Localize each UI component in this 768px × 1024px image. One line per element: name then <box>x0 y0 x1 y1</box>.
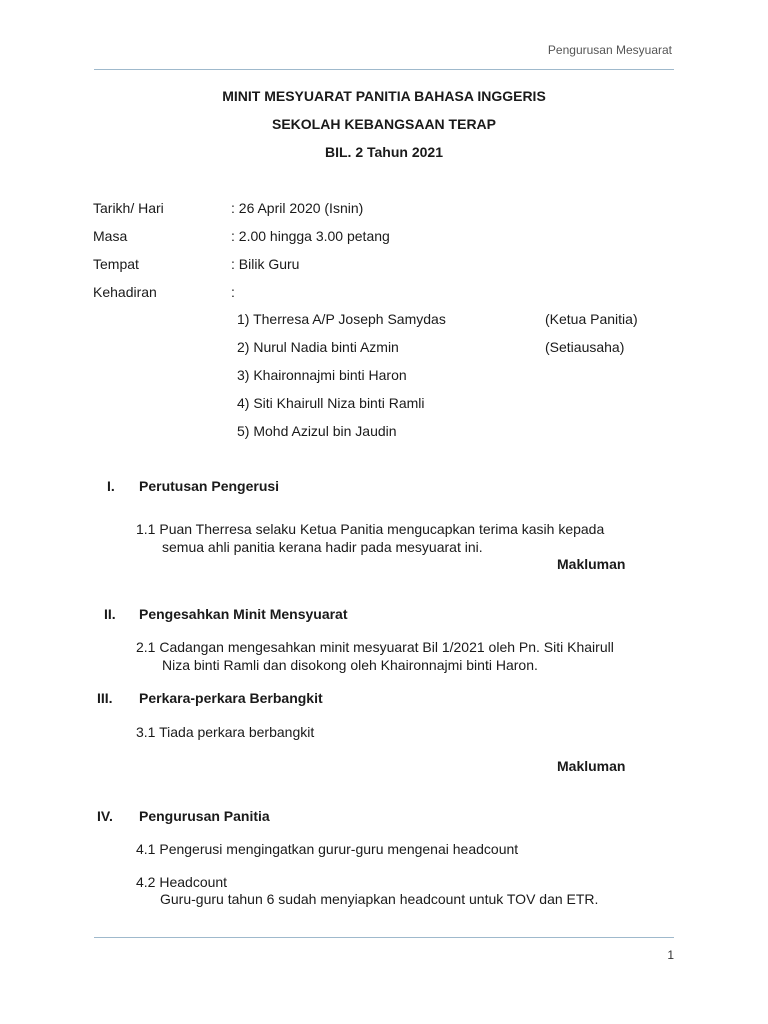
section-2-heading: Pengesahkan Minit Mensyuarat <box>139 606 348 622</box>
section-3-numeral: III. <box>97 690 113 706</box>
running-header: Pengurusan Mesyuarat <box>547 43 672 57</box>
place-label: Tempat <box>93 256 139 272</box>
page-number: 1 <box>667 948 674 962</box>
section-2-item-line1: 2.1 Cadangan mengesahkan minit mesyuarat Bil 1/2021 oleh Pn. Siti Khairull <box>136 639 614 655</box>
school-name: SEKOLAH KEBANGSAAN TERAP <box>271 116 496 132</box>
section-4-numeral: IV. <box>97 808 113 824</box>
section-4-item-2-heading: 4.2 Headcount <box>136 874 228 890</box>
section-1-item-line2: semua ahli panitia kerana hadir pada mesyuarat ini. <box>162 539 483 555</box>
section-4-item-2-body: Guru-guru tahun 6 sudah menyiapkan headcount untuk TOV dan ETR. <box>160 891 599 907</box>
attendee-4: 4) Siti Khairull Niza binti Ramli <box>237 395 425 411</box>
section-2-numeral: II. <box>104 606 116 622</box>
section-4-heading: Pengurusan Panitia <box>139 808 270 824</box>
attendance-label: Kehadiran <box>93 284 157 300</box>
section-3-action: Makluman <box>557 758 626 774</box>
section-2-item-line2: Niza binti Ramli dan disokong oleh Khaironnajmi binti Haron. <box>162 657 538 673</box>
date-value: : 26 April 2020 (Isnin) <box>231 200 364 216</box>
date-label: Tarikh/ Hari <box>93 200 164 216</box>
section-1-item-line1: 1.1 Puan Therresa selaku Ketua Panitia mengucapkan terima kasih kepada <box>136 521 605 537</box>
attendee-5: 5) Mohd Azizul bin Jaudin <box>237 423 397 439</box>
footer-rule <box>94 937 674 938</box>
attendee-2: 2) Nurul Nadia binti Azmin <box>237 339 399 355</box>
section-1-action: Makluman <box>557 556 626 572</box>
section-3-item: 3.1 Tiada perkara berbangkit <box>136 724 315 740</box>
meeting-number: BIL. 2 Tahun 2021 <box>325 144 443 160</box>
section-1-heading: Perutusan Pengerusi <box>139 478 280 494</box>
attendee-1-role: (Ketua Panitia) <box>545 311 638 327</box>
attendance-colon: : <box>231 284 235 300</box>
section-1-numeral: I. <box>107 478 115 494</box>
header-rule <box>94 69 674 70</box>
attendee-2-role: (Setiausaha) <box>545 339 625 355</box>
time-value: : 2.00 hingga 3.00 petang <box>231 228 390 244</box>
place-value: : Bilik Guru <box>231 256 300 272</box>
time-label: Masa <box>93 228 128 244</box>
attendee-3: 3) Khaironnajmi binti Haron <box>237 367 407 383</box>
section-4-item-1: 4.1 Pengerusi mengingatkan gurur-guru mengenai headcount <box>136 841 519 857</box>
section-3-heading: Perkara-perkara Berbangkit <box>139 690 323 706</box>
attendee-1: 1) Therresa A/P Joseph Samydas <box>237 311 446 327</box>
document-title: MINIT MESYUARAT PANITIA BAHASA INGGERIS <box>222 88 546 104</box>
